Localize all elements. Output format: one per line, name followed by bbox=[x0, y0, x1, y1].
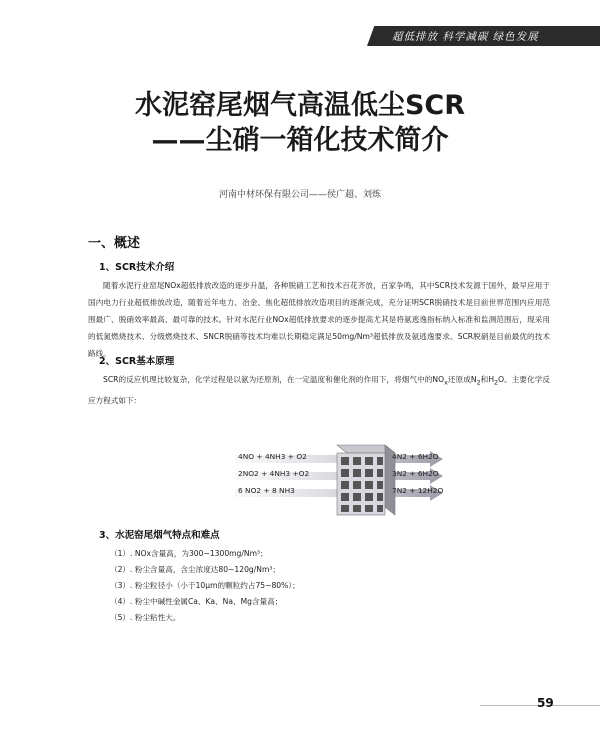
catalyst-block bbox=[337, 445, 395, 515]
paragraph-scr-intro bbox=[88, 277, 550, 362]
feature-item-2: （2）. 粉尘含量高，含尘浓度达80~120g/Nm³； bbox=[110, 565, 280, 574]
subheading-scr-intro: 1、SCR技术介绍 bbox=[99, 262, 175, 273]
page-number: 59 bbox=[537, 696, 554, 710]
principle-text-3: 和H bbox=[480, 375, 495, 384]
feature-item-4: （4）. 粉尘中碱性金属Ca、Ka、Na、Mg含量高； bbox=[110, 597, 283, 606]
subheading-scr-principle: 2、SCR基本原理 bbox=[99, 356, 175, 367]
reaction-3-products: 7N2 + 12H2O bbox=[392, 486, 444, 495]
reaction-3-reactants: 6 NO2 + 8 NH3 bbox=[238, 486, 295, 495]
reaction-2-reactants: 2NO2 + 4NH3 +O2 bbox=[238, 469, 310, 478]
paragraph-scr-principle bbox=[88, 371, 550, 409]
author-line: 河南中材环保有限公司——侯广超、刘炼 bbox=[218, 190, 381, 200]
header-banner-text: 超低排放 科学减碳 绿色发展 bbox=[392, 31, 539, 43]
principle-sub-2a: 2 bbox=[476, 379, 481, 387]
paragraph-scr-intro-text: 随着水泥行业窑尾NOx超低排放改造的逐步升温，各种脱硝工艺和技术百花齐放，百家争鸣，其中SCR技术发源于国外，最早应用于国内电力行业超低排放改造，随着近年电力、冶金、焦化超低排放改造项目的逐渐完成，充分证明SCR脱硝技术是目前世界范围内应用范围最广、脱硝效率最高、最可靠的技术。针对水泥行业NOx超低排放要求的逐步提高尤其是将氨逃逸指标纳入标准和监测范围后，现采用的低氮燃烧技术、分级燃烧技术、SNCR脱硝等技术均难以长期稳定满足50mg/Nm³超低排放及氨逃逸要求。SCR脱硝是目前最优的技术路线。 bbox=[88, 281, 550, 358]
principle-sub-2b: 2 bbox=[494, 379, 499, 387]
reaction-2-products: 3N2 + 6H2O bbox=[392, 469, 439, 478]
principle-text-1: SCR的反应机理比较复杂，化学过程是以氨为还原剂，在一定温度和催化剂的作用下，将烟气中的NO bbox=[103, 375, 445, 384]
principle-sub-x: x bbox=[444, 379, 448, 387]
reaction-1-products: 4N2 + 6H2O bbox=[392, 452, 439, 461]
feature-item-5: （5）. 粉尘粘性大。 bbox=[110, 613, 181, 622]
subheading-flue-gas-features: 3、水泥窑尾烟气特点和难点 bbox=[99, 530, 220, 541]
reaction-1-reactants: 4NO + 4NH3 + O2 bbox=[238, 452, 307, 461]
article-title-line2: ——尘硝一箱化技术简介 bbox=[151, 125, 449, 156]
feature-item-3: （3）. 粉尘粒径小（小于10μm的颗粒约占75~80%）； bbox=[110, 581, 300, 590]
section-heading-overview: 一、概述 bbox=[88, 236, 141, 251]
feature-item-1: （1）. NOx含量高，为300~1300mg/Nm³； bbox=[110, 549, 268, 558]
article-title-line1: 水泥窑尾烟气高温低尘SCR bbox=[134, 90, 466, 121]
principle-text-4: O。主要化学反应方程式如下： bbox=[88, 375, 550, 405]
principle-text-2: 还原成N bbox=[447, 375, 477, 384]
